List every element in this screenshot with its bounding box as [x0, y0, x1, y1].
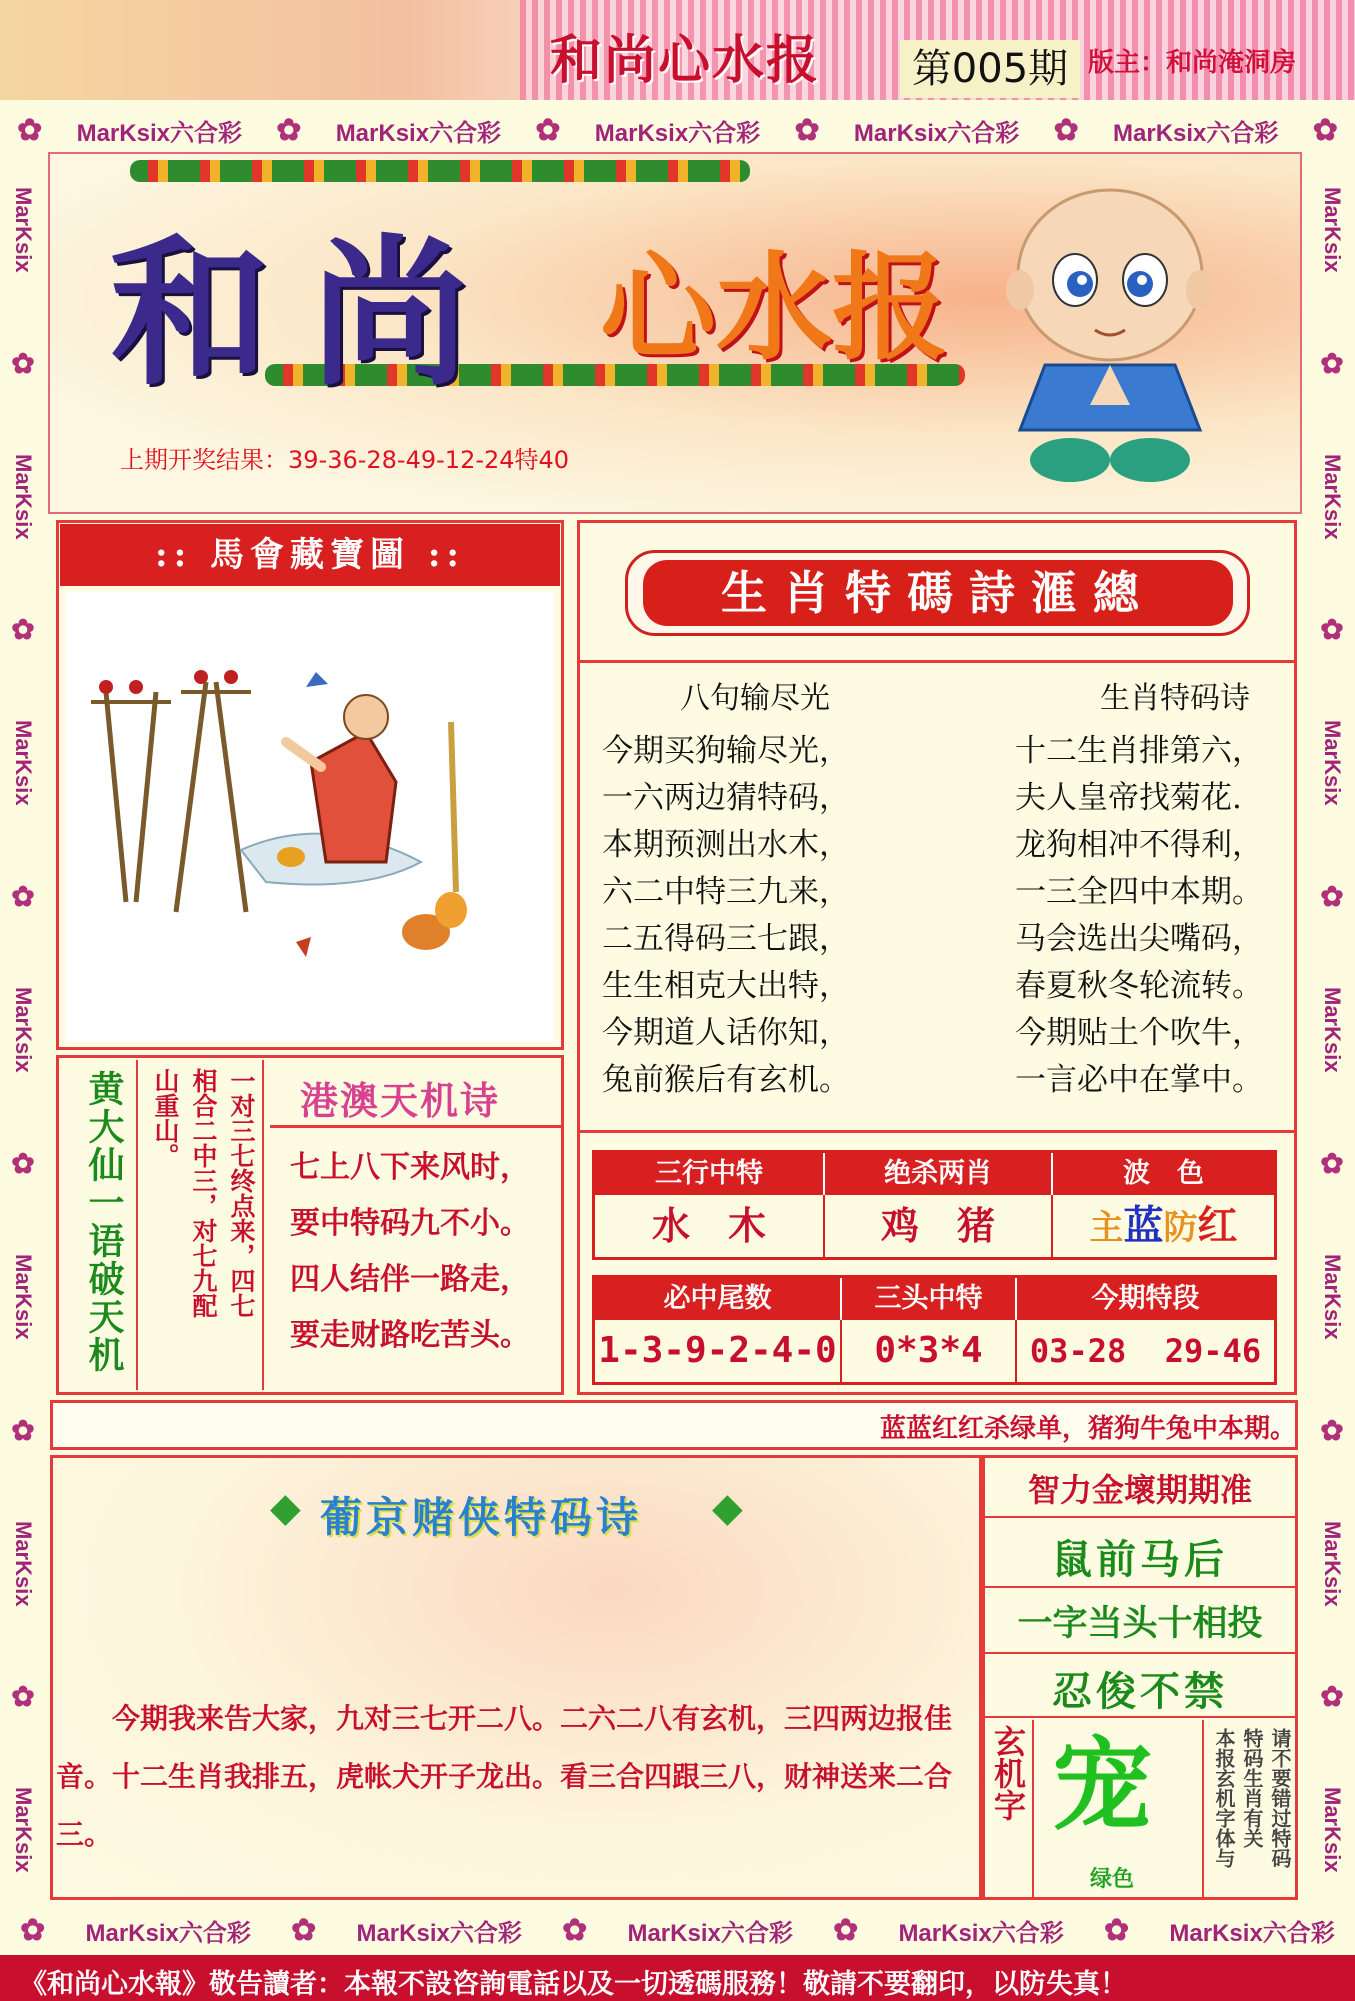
gangao-line: 要中特码九不小。: [290, 1206, 530, 1241]
tip-line: 智力金壞期期准: [1027, 1471, 1252, 1509]
mystery-divider-left: [1032, 1720, 1034, 1900]
prediction-table-1: [592, 1150, 1277, 1260]
table1-header: 波 色: [1051, 1153, 1274, 1195]
gangao-line: 四人结伴一路走，: [290, 1262, 530, 1297]
table2-header: 必中尾数: [595, 1278, 840, 1320]
right-poem-line: 十二生肖排第六，: [1015, 733, 1263, 769]
left-poem-line: 兔前猴后有玄机。: [602, 1062, 850, 1098]
huang-line-3: 山重山。: [151, 1068, 180, 1168]
huang-line-1: 一对三七终点来，四七: [227, 1068, 256, 1318]
tip-line: 一字当头十相投: [1017, 1603, 1263, 1644]
logo-main: 和尚: [110, 219, 511, 407]
treasure-map-title: :: 馬會藏寶圖 ::: [60, 524, 560, 586]
table2-header: 今期特段: [1015, 1278, 1274, 1320]
tagline-text: 蓝蓝红红杀绿单，猪狗牛兔中本期。: [880, 1414, 1297, 1444]
gambler-poem-text: 今期我来告大家，九对三七开二八。二六二八有玄机，三四两边报佳音。十二生肖我排五，虎帐犬开子龙出。看三合四跟三八，财神送来二合三。: [56, 1702, 953, 1851]
tip-divider: [985, 1652, 1295, 1654]
frame-left-strip: MarKsix ✿ MarKsix ✿ MarKsix ✿ MarKsix ✿ MarKsix ✿ MarKsix ✿ MarKsix: [11, 187, 36, 1873]
right-poem-line: 一三全四中本期。: [1015, 874, 1263, 910]
right-poem-line: 一言必中在掌中。: [1015, 1062, 1263, 1098]
editor-label: 版主：和尚淹洞房: [1088, 48, 1297, 78]
vine-top-decoration: [130, 160, 750, 182]
left-poem-line: 今期道人话你知，: [602, 1015, 850, 1051]
mystery-label: 玄机字: [989, 1725, 1027, 1821]
frame-bottom-strip: ✿ MarKsix六合彩 ✿ MarKsix六合彩 ✿ MarKsix六合彩 ✿ MarKsix六合彩 ✿ MarKsix六合彩: [20, 1913, 1335, 1947]
wave-guard-color: 红: [1197, 1202, 1238, 1249]
poem-bottom-divider: [580, 1130, 1294, 1133]
huang-label: 黄大仙一语破天机: [83, 1070, 125, 1374]
banner-title: 和尚心水报: [550, 30, 821, 91]
right-poem-title: 生肖特码诗: [1100, 681, 1250, 716]
wave-guard-label: 防: [1163, 1208, 1198, 1248]
left-poem-line: 今期买狗输尽光，: [602, 733, 850, 769]
wave-main-color: 蓝: [1123, 1202, 1164, 1249]
gangao-divider: [270, 1125, 562, 1128]
mystery-note: 本报玄机字体与: [1212, 1728, 1236, 1868]
table2-value: 0*3*4: [840, 1320, 1015, 1382]
left-poem-line: 生生相克大出特，: [602, 968, 850, 1004]
left-poem-title: 八句输尽光: [680, 681, 830, 716]
right-poem-line: 夫人皇帝找菊花.: [1015, 780, 1242, 816]
poem-top-divider: [580, 660, 1294, 663]
frame-right-strip: MarKsix ✿ MarKsix ✿ MarKsix ✿ MarKsix ✿ MarKsix ✿ MarKsix ✿ MarKsix: [1320, 187, 1345, 1873]
mystery-note: 请不要错过特码: [1268, 1728, 1292, 1868]
tip-line: 鼠前马后: [1052, 1536, 1228, 1583]
logo-sub: 心水报: [600, 241, 948, 376]
last-result: 上期开奖结果：39-36-28-49-12-24特40: [120, 446, 570, 474]
gambler-poem-title: 葡京赌侠特码诗: [320, 1493, 643, 1542]
table1-header: 三行中特: [595, 1153, 823, 1195]
table1-value: 鸡 猪: [823, 1195, 1051, 1257]
huang-line-2: 相合二中三，对七九配: [189, 1068, 218, 1318]
table1-value: 水 木: [651, 1203, 766, 1248]
wave-main-label: 主: [1089, 1208, 1124, 1248]
table2-value: 1-3-9-2-4-0: [598, 1330, 837, 1371]
prediction-table-2: [592, 1275, 1277, 1385]
right-poem-line: 春夏秋冬轮流转。: [1015, 968, 1263, 1004]
table2-header: 三头中特: [840, 1278, 1015, 1320]
issue-number: 第005期: [900, 40, 1080, 98]
table2-value: 03-28 29-46: [1015, 1320, 1274, 1382]
left-poem-line: 二五得码三七跟，: [602, 921, 850, 957]
poem-summary-title: 生肖特碼詩滙總: [643, 560, 1233, 626]
right-poem-line: 马会选出尖嘴码，: [1015, 921, 1263, 957]
treasure-map-image: [66, 592, 554, 1042]
mystery-color: 绿色: [1090, 1866, 1135, 1892]
gangao-title: 港澳天机诗: [300, 1079, 501, 1123]
tip-divider: [985, 1716, 1295, 1718]
tip-divider: [985, 1516, 1295, 1518]
monk-mascot-image: [1000, 180, 1220, 490]
tip-line: 忍俊不禁: [1052, 1668, 1228, 1715]
left-poem-line: 本期预测出水木，: [602, 827, 850, 863]
tip-divider: [985, 1586, 1295, 1588]
footer-notice: 《和尚心水報》敬告讀者：本報不設咨詢電話以及一切透碼服務！敬請不要翻印，以防失真！: [20, 1969, 1127, 2000]
gangao-poem: [290, 1140, 530, 1364]
frame-top-strip: ✿ MarKsix六合彩 ✿ MarKsix六合彩 ✿ MarKsix六合彩 ✿ MarKsix六合彩 ✿ MarKsix六合彩 ✿: [17, 113, 1338, 147]
left-poem-line: 一六两边猜特码，: [602, 780, 850, 816]
gangao-line: 要走财路吃苦头。: [290, 1318, 530, 1353]
left-poem: [602, 728, 850, 1104]
wave-color-cell: [1051, 1195, 1274, 1257]
right-poem-line: 龙狗相冲不得利，: [1015, 827, 1263, 863]
mystery-divider-right: [1202, 1720, 1204, 1900]
left-poem-line: 六二中特三九来，: [602, 874, 850, 910]
gangao-line: 七上八下来风时，: [290, 1150, 530, 1185]
diamond-icon: ◆: [712, 1485, 743, 1531]
table1-header: 绝杀两肖: [823, 1153, 1051, 1195]
diamond-icon: ◆: [270, 1485, 301, 1531]
right-poem: [1015, 728, 1263, 1104]
mystery-char: 宠: [1052, 1726, 1152, 1844]
mystery-note: 特码生肖有关: [1240, 1728, 1264, 1848]
right-poem-line: 今期贴土个吹牛，: [1015, 1015, 1263, 1051]
